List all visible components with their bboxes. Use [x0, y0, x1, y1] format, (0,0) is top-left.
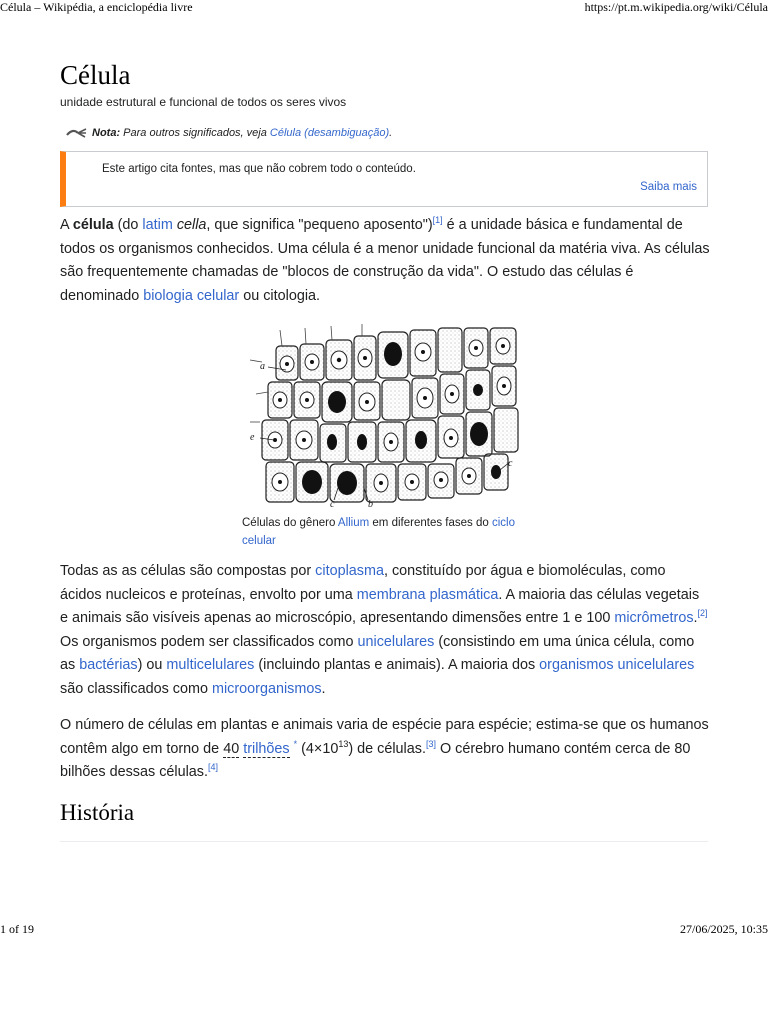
link-allium[interactable]: Allium: [337, 517, 370, 529]
link-bacterias[interactable]: bactérias: [79, 657, 138, 674]
allium-cells-image[interactable]: [242, 322, 530, 508]
number-forty: 40: [223, 740, 240, 757]
maintenance-notice: [60, 151, 708, 207]
print-header: [0, 0, 768, 16]
link-micrometros[interactable]: micrômetros: [614, 610, 694, 627]
hatnote-label: Nota:: [92, 127, 121, 139]
print-header-url: https://pt.m.wikipedia.org/wiki/Célula: [584, 0, 768, 14]
term-celula: célula: [72, 217, 114, 233]
section-divider: [60, 841, 708, 842]
hatnote-end: .: [389, 127, 393, 139]
link-biologia-celular[interactable]: biologia celular: [143, 287, 240, 304]
conversion-asterisk[interactable]: *: [293, 738, 298, 749]
page-title: Célula: [60, 60, 131, 90]
link-latim[interactable]: latim: [142, 217, 173, 233]
figure-caption: Células do gênero Allium em diferentes fases do ciclo celular: [242, 517, 515, 547]
link-unicelulares[interactable]: unicelulares: [357, 633, 435, 650]
reference-4[interactable]: [4]: [208, 762, 219, 773]
link-microorganismos[interactable]: microorganismos: [211, 680, 322, 697]
print-footer: [0, 922, 768, 938]
figure-label-c-bottom: c: [330, 499, 335, 508]
learn-more-link[interactable]: Saiba mais: [640, 181, 697, 193]
reference-3[interactable]: [3]: [425, 738, 436, 749]
figure-label-a: a: [260, 361, 265, 372]
hatnote-text: Para outros significados, veja: [120, 127, 270, 139]
link-organismos-unicelulares[interactable]: organismos unicelulares: [539, 657, 695, 674]
link-multicelulares[interactable]: multicelulares: [166, 657, 255, 674]
page-tagline: unidade estrutural e funcional de todos os seres vivos: [60, 95, 347, 109]
figure-label-b: b: [368, 499, 373, 508]
section-heading-historia[interactable]: História: [60, 800, 135, 825]
hatnote-link[interactable]: Célula (desambiguação): [269, 127, 390, 139]
link-trilhoes[interactable]: trilhões: [243, 740, 290, 757]
link-citoplasma[interactable]: citoplasma: [315, 563, 384, 579]
figure-label-e: e: [250, 432, 255, 443]
link-ciclo-celular[interactable]: ciclo celular: [242, 517, 515, 547]
intro-paragraph: A célula (do latim cella, que significa "pequeno aposento")[1] é a unidade básica e fundamental de todos os organismos conhecidos. Uma célula é a menor unidade funcional da matéria viva. As células são frequentemente chamadas de "blocos de construção da vida". O estudo das células é denominado biologia celular ou citologia.: [60, 215, 710, 304]
print-header-title: Célula – Wikipédia, a enciclopédia livre: [0, 0, 193, 14]
figure-allium-cells[interactable]: [242, 322, 530, 508]
hatnote: [66, 127, 392, 139]
disambiguation-arrow-icon: [66, 127, 88, 139]
cell-count-paragraph: O número de células em plantas e animais varia de espécie para espécie; estima-se que os humanos contêm algo em torno de 40 trilhões * $(4\times 10^{13})$ de células.[3] O cérebro humano contém cerca de 80 bilhões dessas células.[4]: [60, 717, 709, 781]
composition-paragraph: Todas as as células são compostas por citoplasma, constituído por água e biomoléculas, como ácidos nucleicos e proteínas, envolto por uma membrana plasmática. A maioria das células vegetais e animais são visíveis apenas ao microscópio, apresentando dimensões entre 1 e 100 micrômetros.[2] Os organismos podem ser classificados como unicelulares (consistindo em uma única célula, como as bactérias) ou multicelulares (incluindo plantas e animais). A maioria dos organismos unicelulares são classificados como microorganismos.: [60, 563, 708, 697]
maintenance-notice-text: Este artigo cita fontes, mas que não cobrem todo o conteúdo.: [102, 163, 416, 175]
link-membrana-plasmatica[interactable]: membrana plasmática: [356, 586, 499, 603]
figure-label-c-right: c: [508, 458, 513, 469]
reference-2[interactable]: [2]: [697, 608, 708, 619]
reference-1[interactable]: [1]: [432, 215, 443, 226]
page-counter: 1 of 19: [0, 922, 34, 936]
print-timestamp: 27/06/2025, 10:35: [679, 922, 768, 936]
